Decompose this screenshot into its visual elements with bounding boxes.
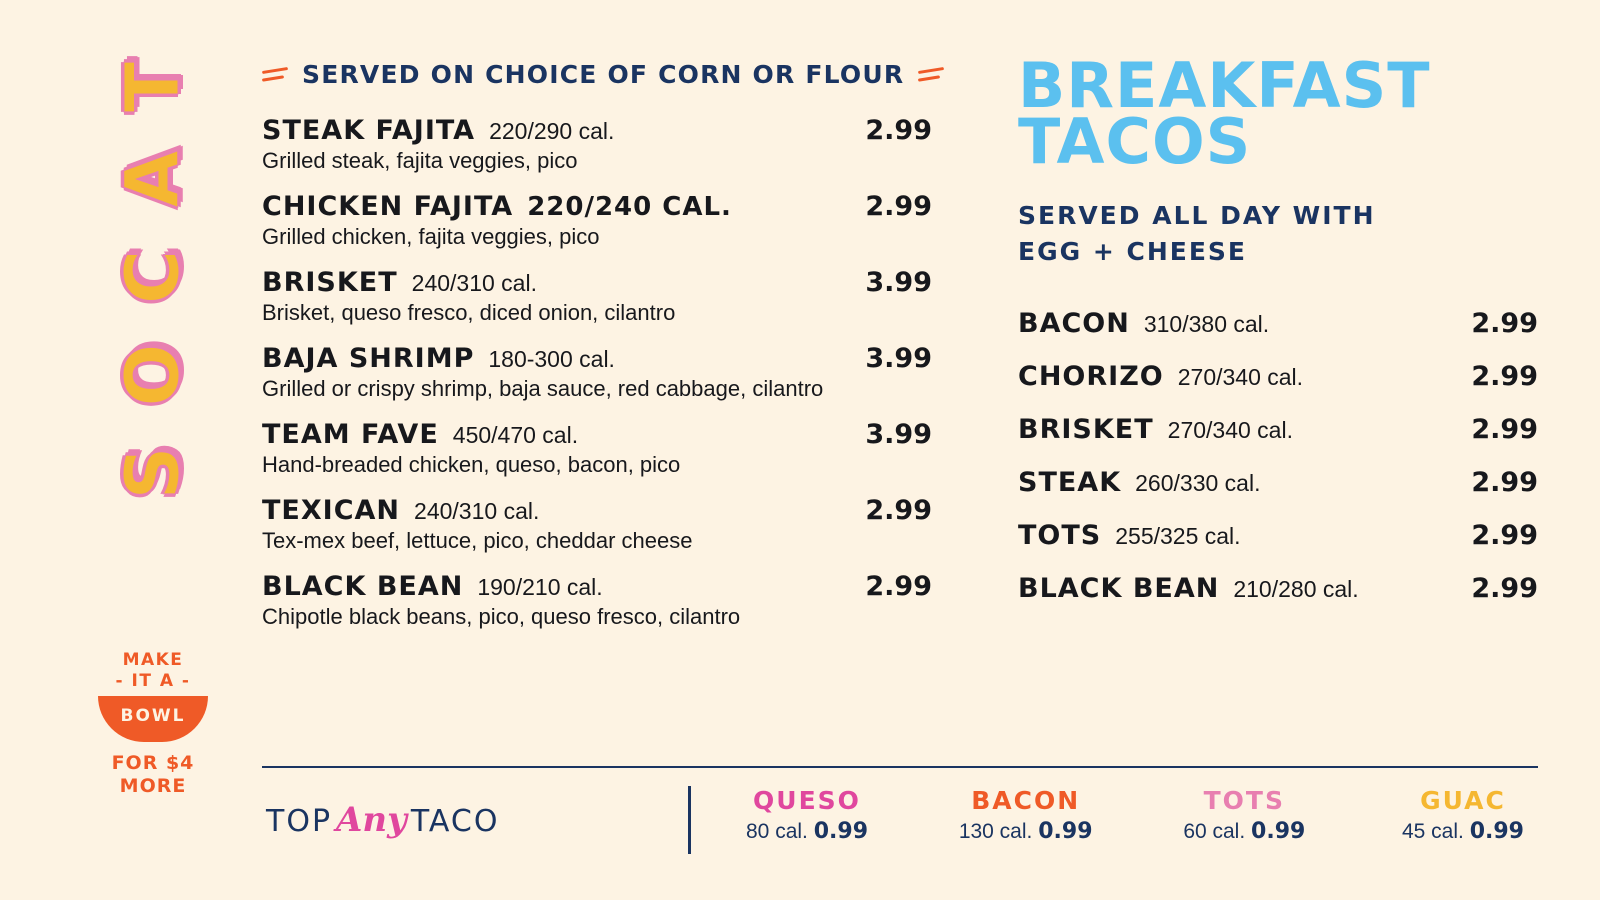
top-prefix: TOP	[266, 804, 333, 839]
topping-price: 0.99	[1469, 819, 1524, 844]
item-price: 3.99	[865, 419, 932, 450]
tacos-section-header	[262, 60, 932, 89]
item-name: CHICKEN FAJITA	[262, 191, 514, 222]
topping-price: 0.99	[1038, 819, 1093, 844]
list-item	[1018, 467, 1538, 498]
any-script-word: Any	[336, 800, 407, 840]
topping-name: TOTS	[1203, 786, 1285, 815]
list-item	[1018, 361, 1538, 392]
bowl-price-line1: FOR $4	[111, 752, 195, 774]
topping-name: QUESO	[753, 786, 861, 815]
topping-meta	[732, 819, 882, 844]
top-any-taco-label	[266, 800, 499, 840]
topping-price: 0.99	[813, 819, 868, 844]
item-calories: 210/280 cal.	[1233, 576, 1359, 602]
list-item	[262, 419, 932, 478]
item-name: BACON	[1018, 308, 1130, 339]
bowl-shape-icon	[98, 696, 208, 742]
list-item	[262, 267, 932, 326]
breakfast-subtitle-line2: EGG + CHEESE	[1018, 237, 1247, 266]
section-divider	[262, 766, 1538, 768]
logo-letter: C	[110, 249, 196, 305]
item-calories: 450/470 cal.	[452, 422, 579, 448]
topping-meta	[1169, 819, 1319, 844]
logo-letter: T	[110, 61, 196, 113]
list-item	[1388, 786, 1538, 844]
bowl-price-line2: MORE	[119, 775, 187, 797]
topping-name: GUAC	[1420, 786, 1506, 815]
item-calories: 255/325 cal.	[1115, 523, 1241, 549]
toppings-list	[732, 786, 1538, 844]
item-name: CHORIZO	[1018, 361, 1164, 392]
item-name: BLACK BEAN	[1018, 573, 1220, 604]
list-item	[951, 786, 1101, 844]
topping-meta	[951, 819, 1101, 844]
item-price: 2.99	[1471, 467, 1538, 498]
item-price: 2.99	[1471, 414, 1538, 445]
logo-letter: S	[110, 446, 196, 500]
item-calories: 220/290 cal.	[489, 118, 615, 144]
list-item	[1018, 308, 1538, 339]
toppings-section	[262, 786, 1538, 876]
make-it-a-bowl-badge	[78, 650, 228, 798]
list-item	[262, 495, 932, 554]
item-price: 3.99	[865, 267, 932, 298]
list-item	[1018, 520, 1538, 551]
item-description: Grilled steak, fajita veggies, pico	[262, 148, 578, 173]
list-item	[1169, 786, 1319, 844]
item-name: BAJA SHRIMP	[262, 343, 475, 374]
item-description: Grilled or crispy shrimp, baja sauce, red cabbage, cilantro	[262, 376, 824, 401]
make-label: MAKE	[122, 650, 184, 670]
item-price: 2.99	[1471, 361, 1538, 392]
bowl-label: BOWL	[120, 706, 186, 726]
item-description: Tex-mex beef, lettuce, pico, cheddar cheese	[262, 528, 693, 553]
item-name: BLACK BEAN	[262, 571, 464, 602]
logo-letter: O	[110, 343, 196, 407]
topping-calories: 45 cal.	[1401, 820, 1464, 843]
item-price: 2.99	[1471, 573, 1538, 604]
squiggle-left-icon	[262, 65, 288, 85]
topping-meta	[1388, 819, 1538, 844]
item-calories: 270/340 cal.	[1167, 417, 1293, 443]
item-calories: 240/310 cal.	[411, 270, 537, 296]
breakfast-subtitle-line1: SERVED ALL DAY WITH	[1018, 201, 1376, 230]
topping-name: BACON	[971, 786, 1081, 815]
list-item	[262, 571, 932, 630]
breakfast-tacos-section	[1018, 49, 1538, 626]
topping-calories: 130 cal.	[958, 820, 1033, 843]
tacos-section	[262, 60, 932, 647]
item-calories: 310/380 cal.	[1143, 311, 1270, 337]
breakfast-title-line1: BREAKFAST	[1018, 49, 1431, 122]
item-price: 2.99	[865, 191, 932, 222]
list-item	[1018, 573, 1538, 604]
item-name: TEXICAN	[262, 495, 401, 526]
squiggle-right-icon	[918, 65, 944, 85]
list-item	[262, 115, 932, 174]
taco-item-list	[262, 115, 932, 630]
topping-calories: 60 cal.	[1183, 820, 1246, 843]
logo-letter: A	[110, 150, 196, 208]
item-name: TEAM FAVE	[262, 419, 439, 450]
item-calories: 260/330 cal.	[1135, 470, 1261, 496]
item-price: 2.99	[1471, 308, 1538, 339]
vertical-divider	[688, 786, 691, 854]
top-suffix: TACO	[410, 804, 500, 839]
item-calories: 240/310 cal.	[414, 498, 540, 524]
list-item	[262, 191, 932, 250]
item-calories: 190/210 cal.	[477, 574, 603, 600]
item-description: Hand-breaded chicken, queso, bacon, pico	[262, 452, 681, 477]
list-item	[732, 786, 882, 844]
item-calories: 220/240 CAL.	[527, 192, 732, 222]
it-a-label: - IT A -	[115, 671, 191, 691]
tacos-header-label: SERVED ON CHOICE OF CORN OR FLOUR	[302, 60, 905, 89]
item-price: 3.99	[865, 343, 932, 374]
item-calories: 270/340 cal.	[1177, 364, 1304, 390]
item-price: 2.99	[865, 115, 932, 146]
item-name: TOTS	[1018, 520, 1102, 551]
breakfast-item-list	[1018, 308, 1538, 604]
item-price: 2.99	[1471, 520, 1538, 551]
item-description: Grilled chicken, fajita veggies, pico	[262, 224, 600, 249]
breakfast-title-line2: TACOS	[1018, 105, 1252, 178]
item-description: Chipotle black beans, pico, queso fresco, cilantro	[262, 604, 741, 629]
item-price: 2.99	[865, 571, 932, 602]
topping-price: 0.99	[1251, 819, 1306, 844]
item-price: 2.99	[865, 495, 932, 526]
topping-calories: 80 cal.	[746, 820, 808, 843]
vertical-tacos-logo	[78, 50, 228, 630]
logo-column	[78, 40, 228, 860]
item-name: BRISKET	[262, 267, 398, 298]
item-description: Brisket, queso fresco, diced onion, cilantro	[262, 300, 676, 325]
list-item	[262, 343, 932, 402]
list-item	[1018, 414, 1538, 445]
item-calories: 180-300 cal.	[488, 346, 615, 372]
item-name: BRISKET	[1018, 414, 1154, 445]
item-name: STEAK	[1018, 467, 1122, 498]
item-name: STEAK FAJITA	[262, 115, 476, 146]
